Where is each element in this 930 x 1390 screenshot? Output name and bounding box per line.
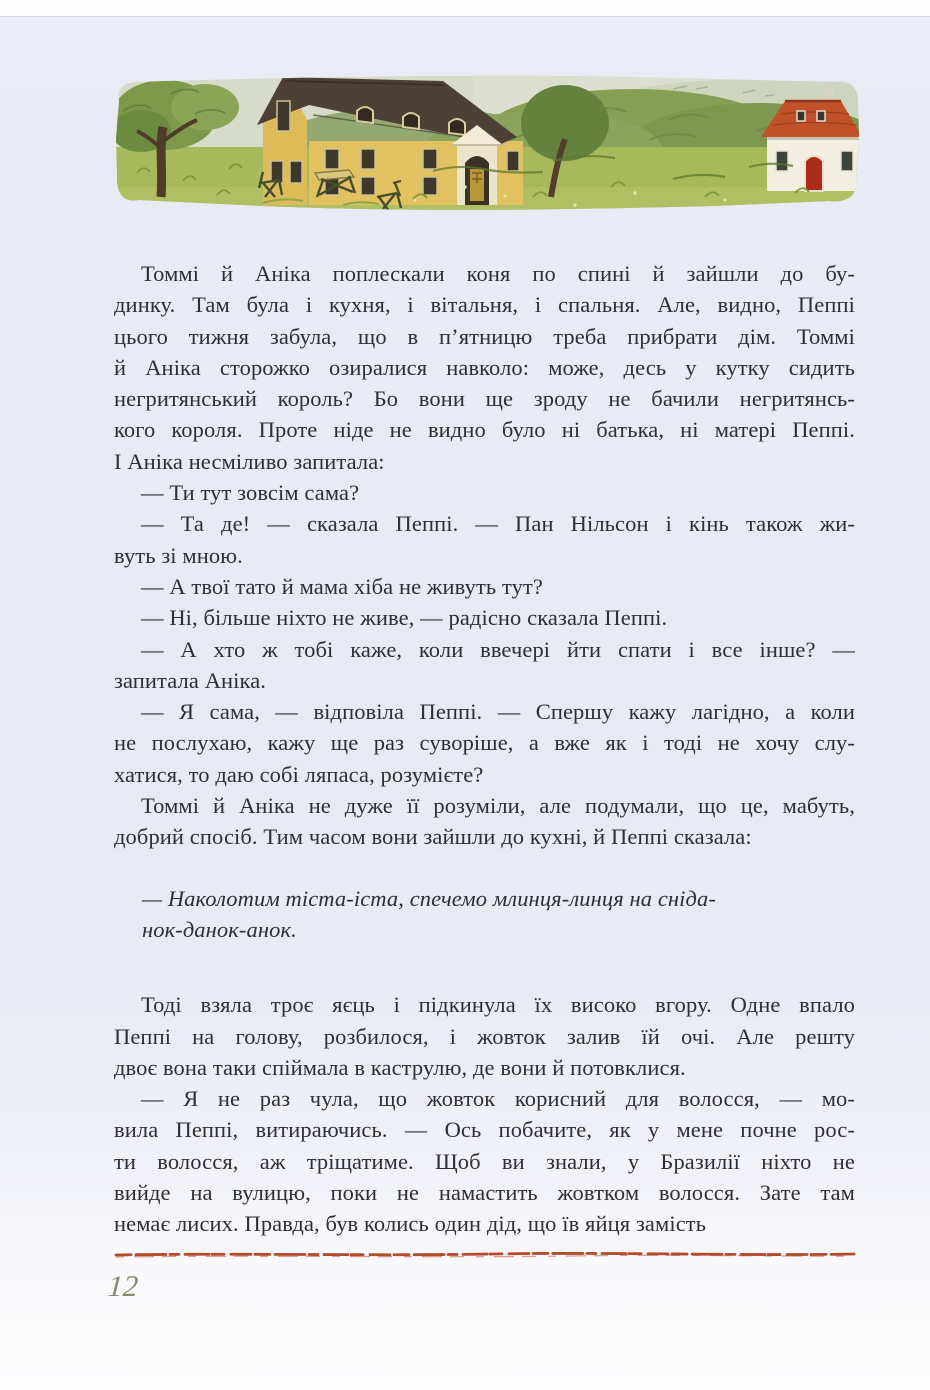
text-line: ти волосся, аж тріщатиме. Щоб ви знали, у Бразилії ніхто не [114,1146,855,1177]
paragraph [114,790,855,853]
paragraph [114,477,855,508]
book-page [0,16,930,1390]
red-door [805,156,823,191]
text-line: кого короля. Проте ніде не видно було ні батька, ні матері Пеппі. [114,414,855,445]
text-line: — Та де! — сказала Пеппі. — Пан Нільсон і кінь також жи- [114,508,855,539]
text-line: — Я не раз чула, що жовток корисний для волосся, — мо- [114,1083,855,1114]
header-illustration [113,75,862,213]
paragraph [114,1083,855,1239]
text-line: двоє вона таки спіймала в каструлю, де вони й потовклися. [114,1052,855,1083]
verse-paragraph [142,883,855,946]
text-line: хатися, то даю собі ляпаса, розумієте? [114,759,855,790]
paragraph [114,508,855,571]
text-line: вила Пеппі, витираючись. — Ось побачите, як у мене почне рос- [114,1114,855,1145]
text-line: добрий спосіб. Тим часом вони зайшли до кухні, й Пеппі сказала: [114,821,855,852]
text-line: — Я сама, — відповіла Пеппі. — Спершу кажу лагідно, а коли [114,696,855,727]
page-number: 12 [107,1269,140,1305]
text-line: нок-данок-анок. [142,914,855,945]
text-line: динку. Там була і кухня, і вітальня, і спальня. Але, видно, Пеппі [114,289,855,320]
text-line: І Аніка несміливо запитала: [114,446,855,477]
text-line: запитала Аніка. [114,665,855,696]
text-line: Томмі й Аніка не дуже її розуміли, але подумали, що це, мабуть, [114,790,855,821]
text-line: — А твої тато й мама хіба не живуть тут? [114,571,855,602]
text-line: вуть зі мною. [114,540,855,571]
text-line: цього тижня забула, що в п’ятницю треба прибрати дім. Томмі [114,321,855,352]
text-line: й Аніка сторожко озиралися навколо: може, десь у кутку сидить [114,352,855,383]
text-line: Томмі й Аніка поплескали коня по спині й зайшли до бу- [114,258,855,289]
text-line: — Ти тут зовсім сама? [114,477,855,508]
text-line: негритянський король? Бо вони ще зроду не бачили негритянсь- [114,383,855,414]
text-line: — Наколотим тіста-іста, спечемо млинця-линця на сніда- [142,883,855,914]
paragraph [114,634,855,697]
paragraph [114,258,855,477]
text-line: вийде на вулицю, поки не намастить жовтком волосся. Зате там [114,1177,855,1208]
text-line: Пеппі на голову, розбилося, і жовток залив їй очі. Але решту [114,1021,855,1052]
text-line: Тоді взяла троє яєць і підкинула їх високо вгору. Одне впало [114,989,855,1020]
text-line: немає лисих. Правда, був колись один дід, що їв яйця замість [114,1208,855,1239]
paragraph [114,696,855,790]
text-line: — А хто ж тобі каже, коли ввечері йти спати і все інше? — [114,634,855,665]
text-line: — Ні, більше ніхто не живе, — радісно сказала Пеппі. [114,602,855,633]
text-line: не послухаю, кажу ще раз суворіше, а вже як і тоді не хочу слу- [114,727,855,758]
paragraph [114,571,855,602]
paragraph [114,989,855,1083]
meadow-scene [113,75,862,213]
text-block [114,258,855,1240]
paragraph [114,602,855,633]
separator-line [112,1249,858,1261]
